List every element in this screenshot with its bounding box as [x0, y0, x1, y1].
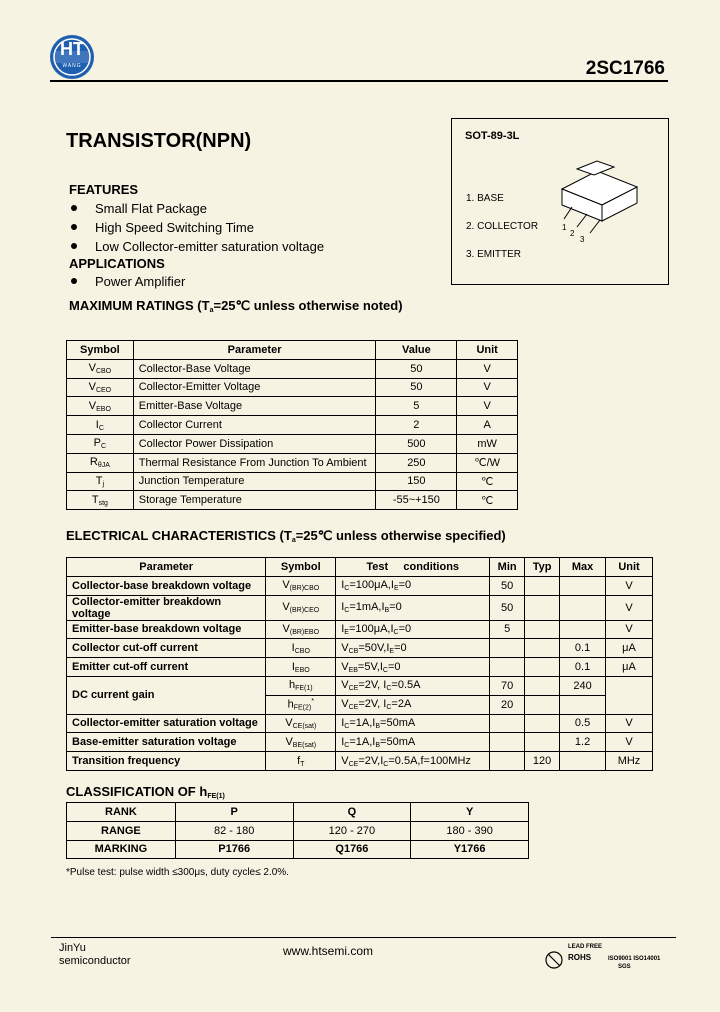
table-cell: 150 — [376, 472, 457, 491]
table-cell: MARKING — [67, 840, 176, 859]
table-row — [67, 840, 529, 859]
company-logo — [49, 34, 95, 80]
list-item: Power Amplifier — [69, 272, 324, 291]
table-cell: $I_{EBO}$ — [266, 658, 336, 677]
list-item: High Speed Switching Time — [69, 218, 324, 237]
table-row — [67, 359, 518, 378]
list-item: Low Collector-emitter saturation voltage — [69, 237, 324, 256]
features-list — [69, 199, 324, 256]
table-cell: Base-emitter saturation voltage — [67, 733, 266, 752]
column-header: Typ — [525, 558, 560, 577]
column-header: Parameter — [67, 558, 266, 577]
pin-number: 1 — [562, 223, 567, 232]
table-cell: 180 - 390 — [411, 821, 529, 840]
footer-divider — [51, 937, 676, 938]
table-row — [67, 676, 653, 695]
table-cell — [525, 639, 560, 658]
table-cell: $T_j$ — [67, 472, 134, 491]
table-cell: $V_{(BR)CBO}$ — [266, 576, 336, 595]
table-cell: MHz — [606, 752, 653, 771]
table-cell: Collector-emitter breakdown voltage — [67, 595, 266, 620]
table-cell: V — [606, 576, 653, 595]
table-cell: RANK — [67, 803, 176, 822]
table-cell — [525, 733, 560, 752]
table-cell: 5 — [376, 397, 457, 416]
table-cell: DC current gain — [67, 676, 266, 714]
table-cell: Emitter cut-off current — [67, 658, 266, 677]
max-ratings-table — [66, 340, 518, 510]
table-cell — [560, 695, 606, 714]
table-cell: mW — [457, 434, 518, 453]
table-cell: 0.1 — [560, 639, 606, 658]
table-cell: ℃ — [457, 472, 518, 491]
pin-label: 1. BASE — [466, 193, 504, 204]
table-cell: μA — [606, 658, 653, 677]
table-row — [67, 378, 518, 397]
table-cell: 82 - 180 — [175, 821, 293, 840]
table-cell: $V_{CB}=50V,I_E=0$ — [336, 639, 490, 658]
table-cell: Collector cut-off current — [67, 639, 266, 658]
package-box — [451, 118, 669, 285]
table-row — [67, 752, 653, 771]
column-header: Max — [560, 558, 606, 577]
table-cell: $h_{FE(2)}^*$ — [266, 695, 336, 714]
table-cell: 50 — [490, 576, 525, 595]
table-cell: $f_T$ — [266, 752, 336, 771]
table-cell: Y1766 — [411, 840, 529, 859]
table-cell: 120 - 270 — [293, 821, 411, 840]
table-cell: $V_{EB}=5V,I_C=0$ — [336, 658, 490, 677]
table-cell: $I_C=1A,I_B=50mA$ — [336, 733, 490, 752]
table-cell: $I_{CBO}$ — [266, 639, 336, 658]
elec-char-table — [66, 557, 653, 771]
column-header: Unit — [457, 341, 518, 360]
max-ratings-heading: MAXIMUM RATINGS ($T_a=25℃$ unless otherwise noted) — [69, 298, 403, 314]
table-row — [67, 453, 518, 472]
applications-heading: APPLICATIONS — [69, 256, 165, 271]
table-cell: $I_C=1mA,I_B=0$ — [336, 595, 490, 620]
table-row — [67, 620, 653, 639]
table-cell — [490, 733, 525, 752]
table-cell: 50 — [376, 359, 457, 378]
table-cell: V — [606, 620, 653, 639]
table-cell: 20 — [490, 695, 525, 714]
table-cell — [525, 676, 560, 695]
table-cell: 0.5 — [560, 714, 606, 733]
table-cell: 50 — [376, 378, 457, 397]
features-heading: FEATURES — [69, 182, 139, 197]
table-cell: P — [175, 803, 293, 822]
table-cell: $I_C=100\mu A,I_E=0$ — [336, 576, 490, 595]
table-cell — [606, 676, 653, 714]
table-cell: 2 — [376, 416, 457, 435]
table-cell — [525, 620, 560, 639]
table-cell — [490, 639, 525, 658]
pin-number: 2 — [570, 229, 575, 238]
table-row — [67, 733, 653, 752]
table-cell: Emitter-Base Voltage — [133, 397, 376, 416]
table-cell: $V_{(BR)CEO}$ — [266, 595, 336, 620]
package-drawing — [552, 159, 652, 239]
table-cell: $V_{CE}=2V$, $I_C=2A$ — [336, 695, 490, 714]
table-cell: 120 — [525, 752, 560, 771]
table-cell: $V_{CE(sat)}$ — [266, 714, 336, 733]
table-cell: 250 — [376, 453, 457, 472]
table-row — [67, 639, 653, 658]
table-cell: 0.1 — [560, 658, 606, 677]
header-divider — [50, 80, 668, 82]
pin-number: 3 — [580, 235, 585, 244]
table-cell — [525, 595, 560, 620]
column-header: Test conditions — [336, 558, 490, 577]
pin-label: 2. COLLECTOR — [466, 221, 539, 232]
column-header: Parameter — [133, 341, 376, 360]
table-cell: 50 — [490, 595, 525, 620]
applications-list — [69, 272, 324, 291]
column-header: Symbol — [266, 558, 336, 577]
table-cell: Collector Power Dissipation — [133, 434, 376, 453]
table-cell: V — [606, 595, 653, 620]
table-cell: Y — [411, 803, 529, 822]
column-header: Value — [376, 341, 457, 360]
table-cell: RANGE — [67, 821, 176, 840]
table-cell: ℃/W — [457, 453, 518, 472]
logo-text: HT — [60, 39, 84, 59]
features-section — [69, 182, 324, 291]
table-cell: $V_{EBO}$ — [67, 397, 134, 416]
column-header: Unit — [606, 558, 653, 577]
table-row — [67, 658, 653, 677]
table-cell — [525, 658, 560, 677]
table-cell: $P_C$ — [67, 434, 134, 453]
column-header: Symbol — [67, 341, 134, 360]
table-cell — [560, 620, 606, 639]
table-cell: 5 — [490, 620, 525, 639]
table-cell — [525, 714, 560, 733]
table-cell: $R_{\theta JA}$ — [67, 453, 134, 472]
table-cell — [525, 695, 560, 714]
table-cell: A — [457, 416, 518, 435]
table-cell: Storage Temperature — [133, 491, 376, 510]
table-cell: Collector Current — [133, 416, 376, 435]
table-cell — [525, 576, 560, 595]
table-cell: -55~+150 — [376, 491, 457, 510]
classification-table — [66, 802, 529, 859]
table-cell — [490, 714, 525, 733]
table-cell: Emitter-base breakdown voltage — [67, 620, 266, 639]
table-cell: Collector-emitter saturation voltage — [67, 714, 266, 733]
table-cell: $I_C$ — [67, 416, 134, 435]
table-cell — [490, 658, 525, 677]
table-cell: Thermal Resistance From Junction To Ambient — [133, 453, 376, 472]
table-row — [67, 821, 529, 840]
table-row — [67, 416, 518, 435]
table-row — [67, 397, 518, 416]
table-row — [67, 576, 653, 595]
table-cell: 240 — [560, 676, 606, 695]
column-header: Min — [490, 558, 525, 577]
table-row — [67, 595, 653, 620]
table-cell: $I_E=100\mu A,I_C=0$ — [336, 620, 490, 639]
table-cell — [560, 595, 606, 620]
table-cell: V — [457, 397, 518, 416]
footnote: *Pulse test: pulse width ≤300μs, duty cycle≤ 2.0%. — [66, 867, 289, 878]
table-cell: $V_{BE(sat)}$ — [266, 733, 336, 752]
table-cell: V — [457, 378, 518, 397]
list-item: Small Flat Package — [69, 199, 324, 218]
pb-free-icon — [544, 950, 564, 970]
table-cell: Collector-Emitter Voltage — [133, 378, 376, 397]
table-cell: $I_C=1A,I_B=50mA$ — [336, 714, 490, 733]
table-row — [67, 434, 518, 453]
table-cell: Collector-base breakdown voltage — [67, 576, 266, 595]
table-cell: Junction Temperature — [133, 472, 376, 491]
table-cell: $T_{stg}$ — [67, 491, 134, 510]
table-cell: Q1766 — [293, 840, 411, 859]
part-number: 2SC1766 — [585, 58, 665, 79]
elec-char-heading: ELECTRICAL CHARACTERISTICS ($T_a=25℃$ unless otherwise specified) — [66, 528, 506, 544]
table-cell: $V_{CBO}$ — [67, 359, 134, 378]
table-cell: Collector-Base Voltage — [133, 359, 376, 378]
package-name: SOT-89-3L — [465, 130, 520, 142]
table-cell — [490, 752, 525, 771]
table-cell: 500 — [376, 434, 457, 453]
footer-company: JinYu semiconductor — [59, 942, 131, 967]
table-cell: 70 — [490, 676, 525, 695]
table-cell: ℃ — [457, 491, 518, 510]
classification-heading: CLASSIFICATION OF $h_{FE(1)}$ — [66, 784, 225, 800]
pin-label: 3. EMITTER — [466, 249, 522, 260]
table-cell: V — [606, 733, 653, 752]
table-cell: Transition frequency — [67, 752, 266, 771]
table-cell: $V_{(BR)EBO}$ — [266, 620, 336, 639]
table-row — [67, 472, 518, 491]
footer-url[interactable]: www.htsemi.com — [283, 944, 374, 958]
table-cell: μA — [606, 639, 653, 658]
table-cell — [560, 576, 606, 595]
table-cell: P1766 — [175, 840, 293, 859]
table-cell: V — [606, 714, 653, 733]
table-cell: $V_{CE}=2V$, $I_C=0.5A$ — [336, 676, 490, 695]
table-cell: $V_{CE}=2V,I_C=0.5A,f=100MHz$ — [336, 752, 490, 771]
table-cell: 1.2 — [560, 733, 606, 752]
table-row — [67, 803, 529, 822]
table-cell: $V_{CEO}$ — [67, 378, 134, 397]
logo-subtext: WANG — [62, 63, 82, 69]
table-cell: V — [457, 359, 518, 378]
table-cell: $h_{FE(1)}$ — [266, 676, 336, 695]
page-title: TRANSISTOR(NPN) — [66, 130, 252, 152]
table-row — [67, 714, 653, 733]
table-cell: Q — [293, 803, 411, 822]
table-row — [67, 491, 518, 510]
table-cell — [560, 752, 606, 771]
